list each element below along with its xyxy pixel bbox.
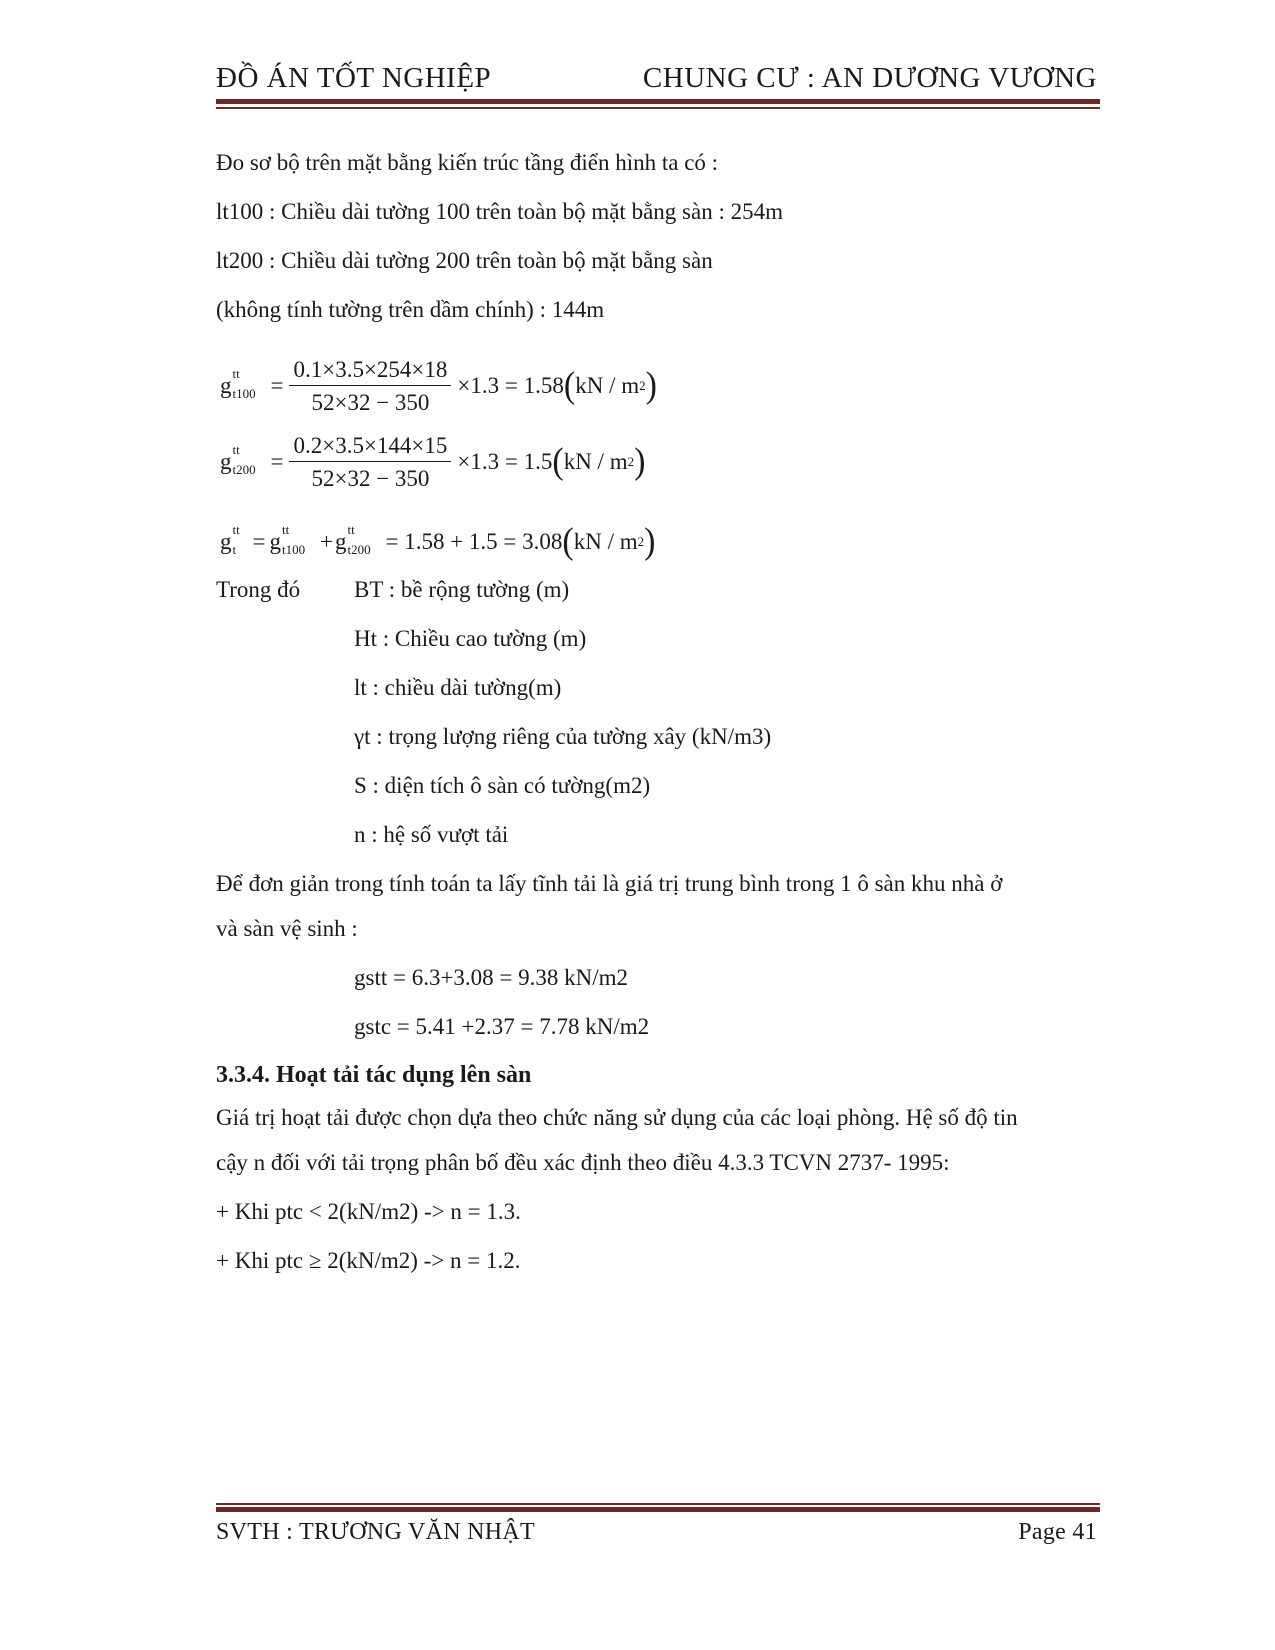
intro-line-4: (không tính tường trên dầm chính) : 144m xyxy=(216,297,605,322)
equation-gt100: g tt t100 = $\frac{0.1\times 3.5\times 254\times 18}{52\times 32 - 350}$ ×1.3 = 1.58 ( kN / m 2 ) xyxy=(220,356,657,415)
footer-rule-thin xyxy=(216,1503,1100,1505)
eq1-symbol: g xyxy=(220,373,232,398)
eq3-unit-exp: 2 xyxy=(637,534,645,549)
bullet-item-1: + Khi ptc < 2(kN/m2) -> n = 1.3. xyxy=(216,1199,521,1224)
intro-line-1: Đo sơ bộ trên mặt bằng kiến trúc tầng điển hình ta có : xyxy=(216,150,719,175)
eq1-unit-exp: 2 xyxy=(639,378,646,393)
section-para-line-1: Giá trị hoạt tải được chọn dựa theo chức năng sử dụng của các loại phòng. Hệ số độ tin xyxy=(216,1105,1018,1130)
eq3-sub-3: t200 xyxy=(347,542,371,557)
equation-gt200: g tt t200 = $\frac{0.2\times 3.5\times 144\times 15}{52\times 32 - 350}$ ×1.3 = 1.5 ( kN / m 2 ) xyxy=(220,432,646,491)
eq3-sup: tt xyxy=(232,522,240,537)
definition-item: S : diện tích ô sàn có tường(m2) xyxy=(354,773,651,798)
footer-author: SVTH : TRƯƠNG VĂN NHẬT xyxy=(216,1519,536,1545)
bullet-item-2: + Khi ptc ≥ 2(kN/m2) -> n = 1.2. xyxy=(216,1248,521,1273)
intro-line-2: lt100 : Chiều dài tường 100 trên toàn bộ mặt bằng sàn : 254m xyxy=(216,199,783,224)
eq3-sub-2: t100 xyxy=(281,542,306,557)
eq2-tail: ×1.3 = 1.5 xyxy=(457,449,553,474)
header-rule-thick xyxy=(216,99,1100,104)
eq1-unit: kN / m xyxy=(575,373,640,398)
header-left-title: ĐỒ ÁN TỐT NGHIỆP xyxy=(216,62,492,94)
intro-line-3: lt200 : Chiều dài tường 200 trên toàn bộ mặt bằng sàn xyxy=(216,248,713,273)
definition-item: lt : chiều dài tường(m) xyxy=(354,675,562,700)
definition-item: BT : bề rộng tường (m) xyxy=(354,577,570,602)
eq3-equals: = xyxy=(252,529,266,554)
definition-item: γt : trọng lượng riêng của tường xây (kN/m3) xyxy=(354,724,772,749)
definition-item: Ht : Chiều cao tường (m) xyxy=(354,626,587,651)
eq1-sup: tt xyxy=(232,366,240,381)
eq3-sup-2: tt xyxy=(281,522,290,537)
eq3-tail: = 1.58 + 1.5 = 3.08 xyxy=(385,529,563,554)
footer-rule-thick xyxy=(216,1507,1100,1512)
summary-line-2: và sàn vệ sinh : xyxy=(216,916,358,941)
header-right-title: CHUNG CƯ : AN DƯƠNG VƯƠNG xyxy=(642,62,1097,94)
eq3-sub: t xyxy=(232,542,237,557)
gstt-formula: gstt = 6.3+3.08 = 9.38 kN/m2 xyxy=(354,965,629,990)
eq3-sup-3: tt xyxy=(347,522,355,537)
eq1-denominator: 52×32 − 350 xyxy=(311,389,430,415)
eq2-unit: kN / m xyxy=(563,449,628,474)
definition-item: n : hệ số vượt tải xyxy=(354,822,509,847)
eq1-numerator: 0.1×3.5×254×18 xyxy=(289,357,451,386)
header-rule-thin xyxy=(216,107,1100,109)
eq3-symbol-2: g xyxy=(269,529,281,554)
eq1-tail: ×1.3 = 1.58 xyxy=(457,373,564,398)
gstc-formula: gstc = 5.41 +2.37 = 7.78 kN/m2 xyxy=(354,1014,650,1039)
summary-line-1: Để đơn giản trong tính toán ta lấy tĩnh tải là giá trị trung bình trong 1 ô sàn khu nhà ở xyxy=(216,871,1003,896)
eq2-equals: = xyxy=(270,449,284,474)
eq3-symbol-3: g xyxy=(334,529,347,554)
eq3-plus: + xyxy=(319,529,333,554)
eq2-sub: t200 xyxy=(232,462,256,477)
eq1-sub: t100 xyxy=(232,386,256,401)
eq2-fraction xyxy=(289,433,451,492)
eq2-unit-exp: 2 xyxy=(627,454,635,469)
section-heading: 3.3.4. Hoạt tải tác dụng lên sàn xyxy=(216,1062,532,1088)
eq2-numerator: 0.2×3.5×144×15 xyxy=(289,433,451,462)
eq2-sup: tt xyxy=(232,442,240,457)
eq1-fraction xyxy=(289,357,451,416)
eq3-unit: kN / m xyxy=(573,529,638,554)
eq1-equals: = xyxy=(270,373,284,398)
eq2-denominator: 52×32 − 350 xyxy=(311,465,430,491)
eq3-symbol: g xyxy=(220,529,232,554)
definitions-label: Trong đó xyxy=(216,577,301,602)
page-number: Page 41 xyxy=(1018,1519,1097,1545)
equation-gt-total: g tt t = g tt t100 + g tt t200 = 1.58 + 1.5 = 3.08 ( kN / m 2 ) xyxy=(220,521,656,562)
section-para-line-2: cậy n đối với tải trọng phân bố đều xác định theo điều 4.3.3 TCVN 2737- 1995: xyxy=(216,1150,950,1175)
eq2-symbol: g xyxy=(220,449,232,474)
